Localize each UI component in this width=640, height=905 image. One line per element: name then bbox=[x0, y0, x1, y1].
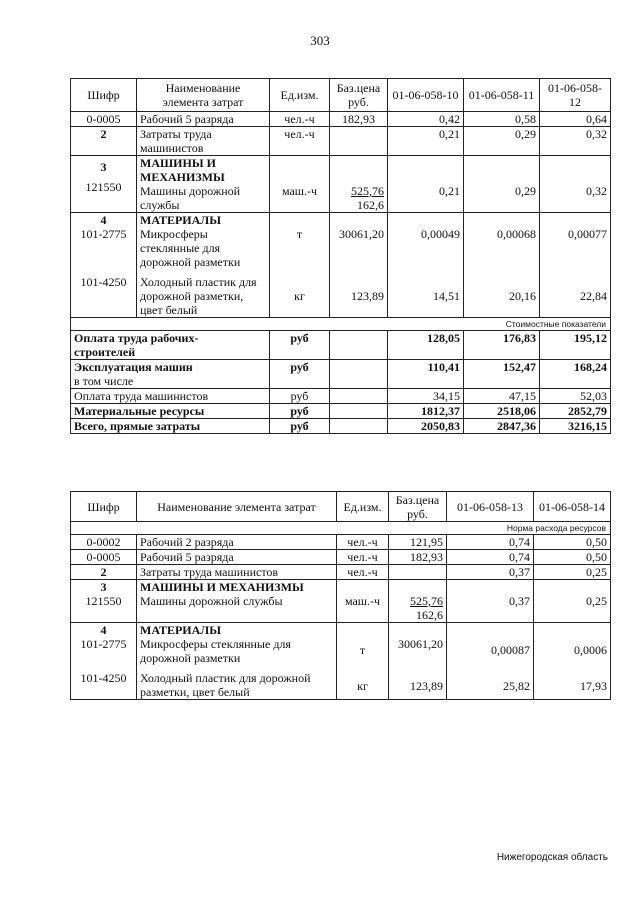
header-code: Шифр bbox=[71, 79, 137, 112]
resource-table-1 bbox=[70, 78, 611, 434]
table-row: Материальные ресурсы руб 1812,37 2518,06 2852,79 bbox=[71, 404, 611, 419]
resource-table-2 bbox=[70, 491, 611, 700]
header-unit: Ед.изм. bbox=[337, 492, 389, 522]
table-row: Эксплуатация машин в том числе руб 110,41 152,47 168,24 bbox=[71, 360, 611, 389]
header-name: Наименование элемента затрат bbox=[137, 492, 337, 522]
table-row: Оплата труда машинистов руб 34,15 47,15 52,03 bbox=[71, 389, 611, 404]
header-name: Наименование элемента затрат bbox=[137, 79, 270, 112]
header-unit: Ед.изм. bbox=[270, 79, 330, 112]
header-price: Баз.цена руб. bbox=[330, 79, 388, 112]
cost-indicators-label-row: Стоимостные показатели bbox=[71, 318, 611, 331]
table-row: 3 121550 МАШИНЫ И МЕХАНИЗМЫ Машины дорожной службы маш.-ч 525,76 162,6 0,37 0,25 bbox=[71, 580, 611, 623]
table-row: 0-0005 Рабочий 5 разряда чел.-ч 182,93 0,74 0,50 bbox=[71, 550, 611, 565]
table-row: 4 101-2775 101-4250 МАТЕРИАЛЫ Микросферы стеклянные для дорожной разметки Холодный пластик для дорожной разметки, цвет белый т кг 30061,20 123,89 0,00087 25,82 0,0006 17,93 bbox=[71, 623, 611, 700]
table-header-row bbox=[71, 492, 611, 522]
header-col-2: 01-06-058-14 bbox=[534, 492, 611, 522]
header-code: Шифр bbox=[71, 492, 137, 522]
table-row: Всего, прямые затраты руб 2050,83 2847,36 3216,15 bbox=[71, 419, 611, 434]
table-row: 2 Затраты труда машинистов чел.-ч 0,37 0,25 bbox=[71, 565, 611, 580]
norm-label-row: Норма расхода ресурсов bbox=[71, 522, 611, 535]
header-price: Баз.цена руб. bbox=[389, 492, 447, 522]
page-number: 303 bbox=[310, 33, 330, 48]
header-col-3: 01-06-058-12 bbox=[540, 79, 611, 112]
table-row: 0-0002 Рабочий 2 разряда чел.-ч 121,95 0,74 0,50 bbox=[71, 535, 611, 550]
table-row: 3 121550 МАШИНЫ И МЕХАНИЗМЫ Машины дорожной службы маш.-ч 525,76 162,6 0,21 0,29 0,32 bbox=[71, 156, 611, 213]
footer-region-label: Нижегородская область bbox=[496, 852, 608, 863]
table-header-row bbox=[71, 79, 611, 112]
table-row: 0-0005 Рабочий 5 разряда чел.-ч 182,93 0,42 0,58 0,64 bbox=[71, 112, 611, 127]
table-row: 2 Затраты труда машинистов чел.-ч 0,21 0,29 0,32 bbox=[71, 127, 611, 156]
table-row: Оплата труда рабочих- строителей руб 128,05 176,83 195,12 bbox=[71, 331, 611, 360]
header-col-1: 01-06-058-10 bbox=[388, 79, 464, 112]
header-col-1: 01-06-058-13 bbox=[447, 492, 534, 522]
table-row: 4 101-2775 101-4250 МАТЕРИАЛЫ Микросферы стеклянные для дорожной разметки Холодный пластик для дорожной разметки, цвет белый т кг 30061,20 123,89 0,00049 14,51 0,00068 20,16 0,00077 22,84 bbox=[71, 213, 611, 318]
header-col-2: 01-06-058-11 bbox=[464, 79, 540, 112]
